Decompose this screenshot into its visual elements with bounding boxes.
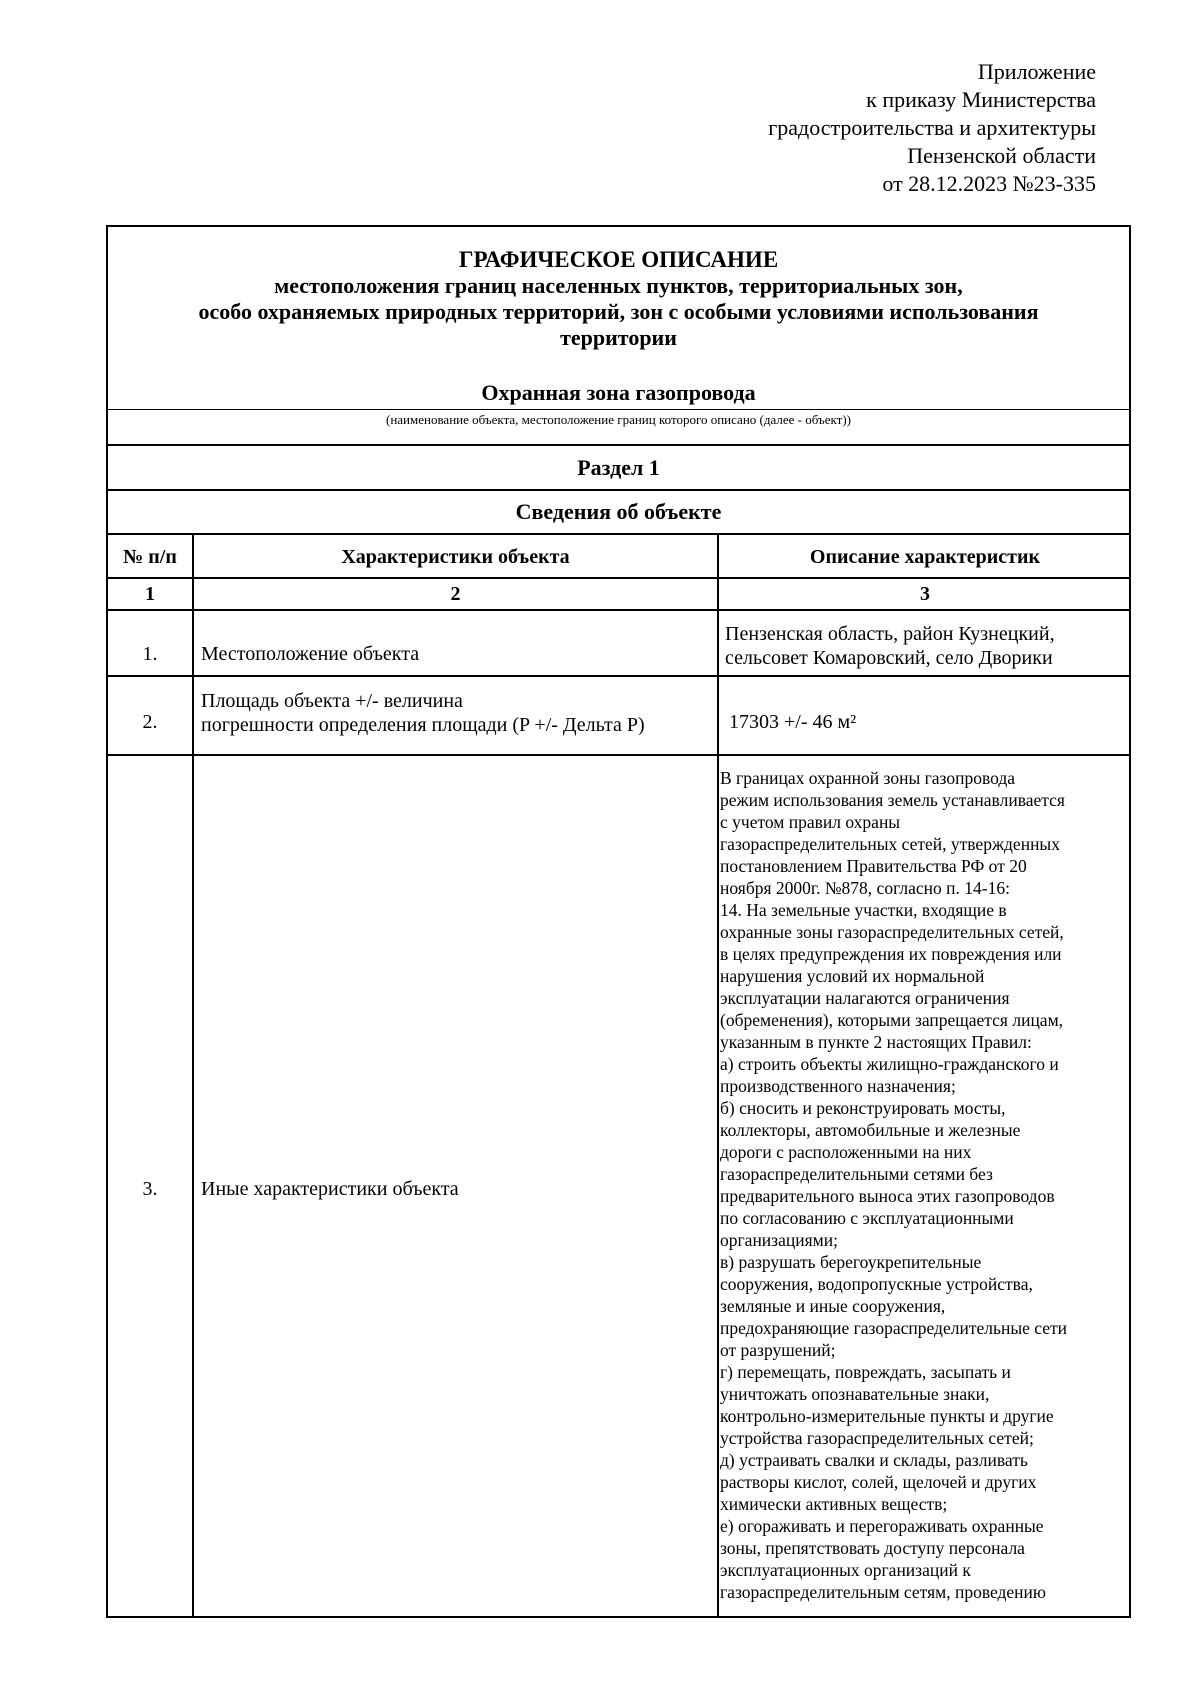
appendix-line: к приказу Министерства (866, 87, 1096, 112)
divider (108, 754, 1129, 756)
description-line: уничтожать опознавательные знаки, (720, 1384, 990, 1404)
description-line: Пензенская область, район Кузнецкий, (725, 623, 1055, 645)
description-line: 14. На земельные участки, входящие в (720, 900, 1007, 920)
description-line: газораспределительных сетей, утвержденных (720, 834, 1060, 854)
description-line: контрольно-измерительные пункты и другие (720, 1406, 1054, 1426)
description-line: производственного назначения; (720, 1076, 956, 1096)
description-line: организациями; (720, 1230, 838, 1250)
row-number: 3. (142, 1178, 158, 1200)
description-line: с учетом правил охраны (720, 812, 901, 832)
description-line: эксплуатации налагаются ограничения (720, 988, 1010, 1008)
description-line: в) разрушать берегоукрепительные (720, 1252, 982, 1272)
description-line: сельсовет Комаровский, село Дворики (725, 647, 1053, 669)
description-line: от разрушений; (720, 1340, 836, 1360)
description-line: постановлением Правительства РФ от 20 (720, 856, 1027, 876)
divider (108, 533, 1129, 535)
object-name: Охранная зона газопровода (481, 380, 756, 405)
description-line: нарушения условий их нормальной (720, 966, 985, 986)
description-line: е) огораживать и перегораживать охранные (720, 1516, 1044, 1536)
description-line: в целях предупреждения их повреждения или (720, 944, 1062, 964)
characteristic-line: погрешности определения площади (P +/- Дельта P) (201, 714, 645, 736)
row-description: 17303 +/- 46 м² (729, 711, 857, 733)
description-line: сооружения, водопропускные устройства, (720, 1274, 1033, 1294)
divider (108, 444, 1129, 446)
description-line: по согласованию с эксплуатационными (720, 1208, 1014, 1228)
description-line: коллекторы, автомобильные и железные (720, 1120, 1021, 1140)
description-line: д) устраивать свалки и склады, разливать (720, 1450, 1028, 1470)
description-line: В границах охранной зоны газопровода (720, 768, 1016, 788)
subtitle-line: территории (560, 325, 677, 350)
document-subtitle (108, 273, 1129, 351)
description-line: г) перемещать, повреждать, засыпать и (720, 1362, 1011, 1382)
divider (108, 609, 1129, 611)
appendix-line: Пензенской области (907, 143, 1096, 168)
document-title: ГРАФИЧЕСКОЕ ОПИСАНИЕ (458, 247, 779, 272)
row-characteristic (201, 689, 715, 737)
row-number: 2. (142, 711, 158, 733)
header-description: Описание характеристик (809, 546, 1041, 568)
row-characteristic: Иные характеристики объекта (201, 1178, 459, 1200)
row-characteristic: Местоположение объекта (201, 643, 420, 665)
description-line: земляные и иные сооружения, (720, 1296, 946, 1316)
description-line: эксплуатационных организаций к (720, 1560, 971, 1580)
column-number: 1 (145, 583, 155, 605)
document-frame (106, 225, 1131, 1618)
description-line: б) сносить и реконструировать мосты, (720, 1098, 1006, 1118)
column-number: 2 (450, 583, 461, 605)
divider (108, 577, 1129, 579)
description-line: растворы кислот, солей, щелочей и других (720, 1472, 1037, 1492)
column-divider (717, 533, 719, 1618)
section-title: Раздел 1 (577, 455, 660, 480)
characteristic-line: Площадь объекта +/- величина (201, 690, 463, 712)
subtitle-line: местоположения границ населенных пунктов, территориальных зон, (274, 273, 963, 298)
header-num: № п/п (123, 546, 177, 568)
column-divider (192, 533, 194, 1618)
description-line: режим использования земель устанавливается (720, 790, 1065, 810)
description-line: газораспределительным сетям, проведению (720, 1582, 1046, 1602)
divider (108, 675, 1129, 677)
description-line: указанным в пункте 2 настоящих Правил: (720, 1032, 1032, 1052)
header-characteristic: Характеристики объекта (341, 546, 570, 568)
description-line: а) строить объекты жилищно-гражданского и (720, 1054, 1059, 1074)
row-description (720, 767, 1130, 1603)
row-description (725, 622, 1130, 670)
description-line: охранные зоны газораспределительных сетей, (720, 922, 1064, 942)
description-line: дороги с расположенными на них (720, 1142, 972, 1162)
appendix-line: градостроительства и архитектуры (768, 115, 1096, 140)
object-caption: (наименование объекта, местоположение границ которого описано (далее - объект)) (386, 412, 851, 427)
divider (108, 489, 1129, 491)
description-line: (обременения), которыми запрещается лицам, (720, 1010, 1064, 1030)
description-line: зоны, препятствовать доступу персонала (720, 1538, 1025, 1558)
row-number: 1. (142, 643, 158, 665)
description-line: предварительного выноса этих газопроводов (720, 1186, 1055, 1206)
appendix-line: от 28.12.2023 №23-335 (882, 171, 1096, 196)
appendix-line: Приложение (977, 59, 1096, 84)
section-subtitle: Сведения об объекте (515, 499, 722, 524)
appendix-header (676, 58, 1096, 198)
column-number: 3 (920, 583, 930, 605)
object-name-underline (108, 409, 1129, 410)
description-line: газораспределительными сетями без (720, 1164, 993, 1184)
description-line: устройства газораспределительных сетей; (720, 1428, 1034, 1448)
description-line: химически активных веществ; (720, 1494, 948, 1514)
subtitle-line: особо охраняемых природных территорий, зон с особыми условиями использования (198, 299, 1039, 324)
description-line: предохраняющие газораспределительные сети (720, 1318, 1067, 1338)
description-line: ноября 2000г. №878, согласно п. 14-16: (720, 878, 1010, 898)
